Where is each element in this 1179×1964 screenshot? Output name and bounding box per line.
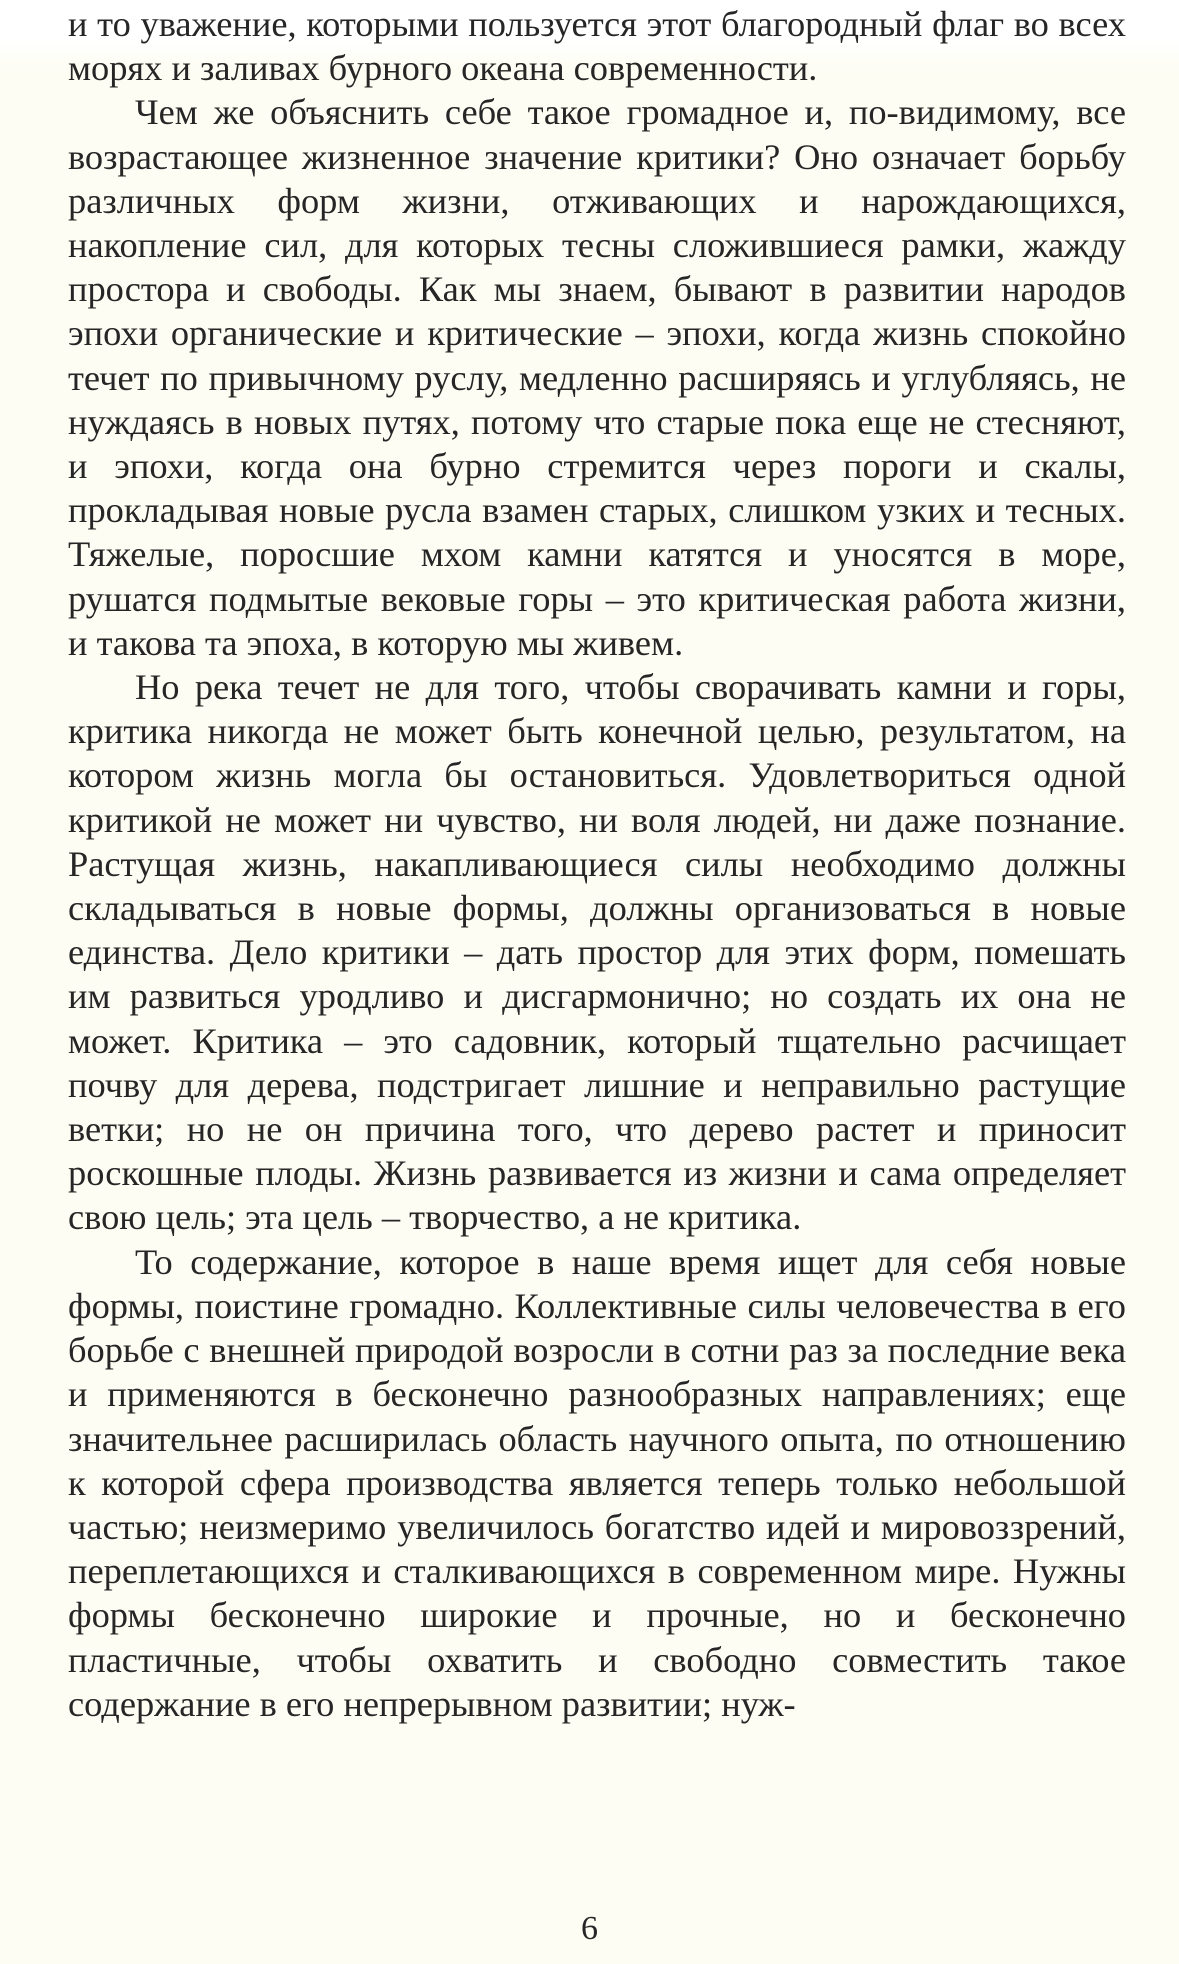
paragraph-1: и то уважение, которыми пользуется этот благородный флаг во всех морях и заливах бурного океана современности. (68, 4, 1126, 89)
body-text (68, 2, 1126, 1726)
paragraph-3: Но река течет не для того, чтобы сворачивать камни и горы, критика никогда не может быть конечной целью, результатом, на котором жизнь могла бы остановиться. Удовлетвориться одной критикой не может ни чувство, ни воля людей, ни даже познание. Растущая жизнь, накапливающиеся силы необходимо должны складываться в новые формы, должны организоваться в новые единства. Дело критики – дать простор для этих форм, помешать им развиться уродливо и дисгармонично; но создать их она не может. Критика – это садовник, который тщательно расчищает почву для дерева, подстригает лишние и неправильно растущие ветки; но не он причина того, что дерево растет и приносит роскошные плоды. Жизнь развивается из жизни и сама определяет свою цель; эта цель – творчество, а не критика. (68, 667, 1126, 1238)
paragraph-2: Чем же объяснить себе такое громадное и, по-видимому, все возрастающее жизненное значение критики? Оно означает борьбу различных форм жизни, отживающих и нарождающихся, накопление сил, для которых тесны сложившиеся рамки, жажду простора и свободы. Как мы знаем, бывают в развитии народов эпохи органические и критические – эпохи, когда жизнь спокойно течет по привычному руслу, медленно расширяясь и углубляясь, не нуждаясь в новых путях, потому что старые пока еще не стесняют, и эпохи, когда она бурно стремится через пороги и скалы, прокладывая новые русла взамен старых, слишком узких и тесных. Тяжелые, поросшие мхом камни катятся и уносятся в море, рушатся подмытые вековые горы – это критическая работа жизни, и такова та эпоха, в которую мы живем. (68, 92, 1126, 663)
paragraph-4: То содержание, которое в наше время ищет для себя новые формы, поистине громадно. Коллективные силы человечества в его борьбе с внешней природой возросли в сотни раз за последние века и применяются в бесконечно разнообразных направлениях; еще значительнее расширилась область научного опыта, по отношению к которой сфера производства является теперь только небольшой частью; неизмеримо увеличилось богатство идей и мировоззрений, переплетающихся и сталкивающихся в современном мире. Нужны формы бесконечно широкие и прочные, но и бесконечно пластичные, чтобы охватить и свободно совместить такое содержание в его непрерывном развитии; нуж- (68, 1241, 1126, 1724)
page-number: 6 (581, 1910, 598, 1947)
